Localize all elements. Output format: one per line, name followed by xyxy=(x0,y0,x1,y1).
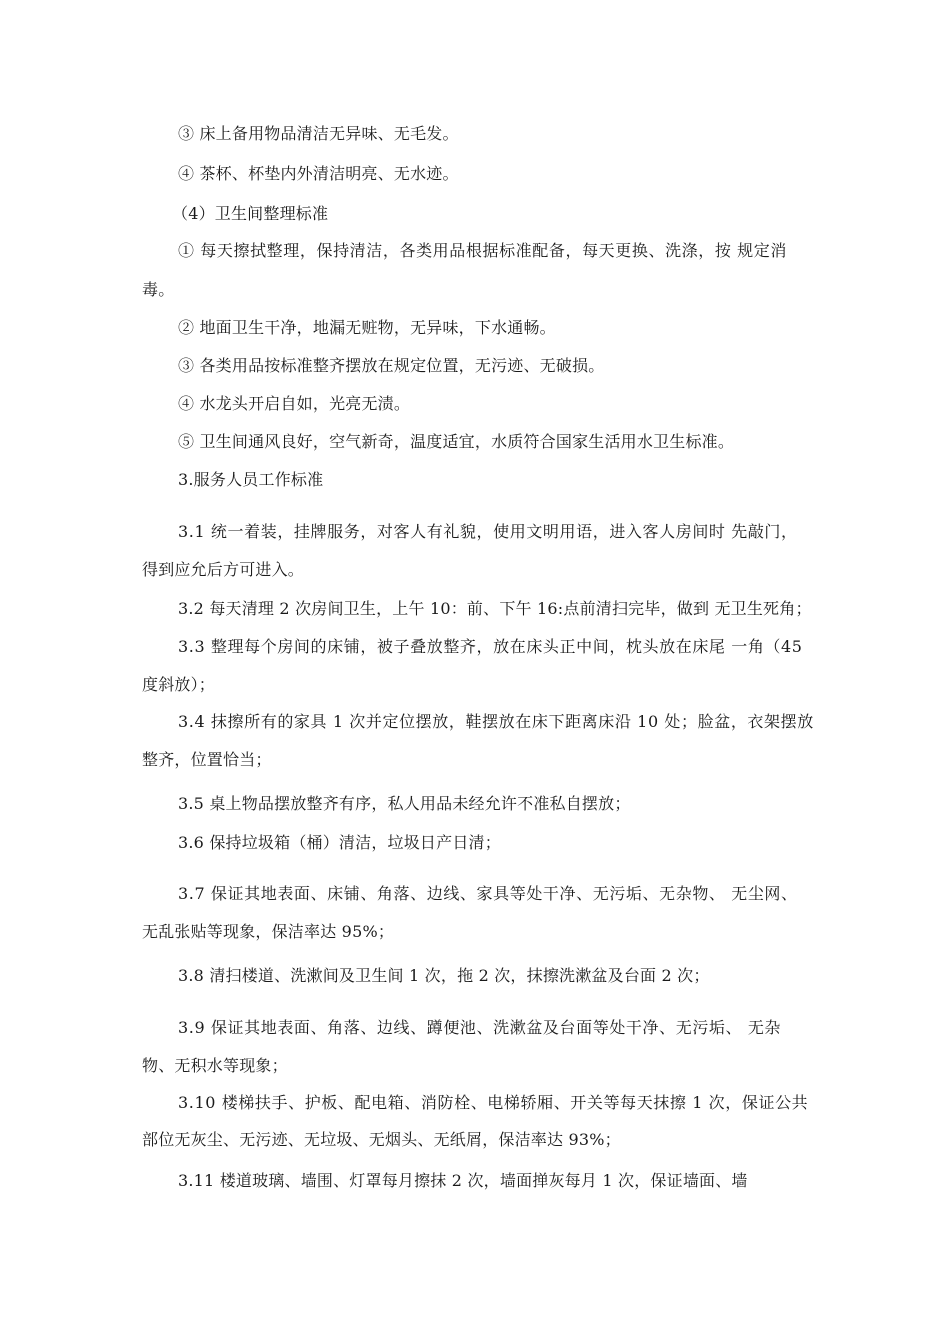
text-line: 物、无积水等现象； xyxy=(142,1056,288,1075)
text-line: 3.8 清扫楼道、洗漱间及卫生间 1 次，拖 2 次，抹擦洗漱盆及台面 2 次； xyxy=(178,966,710,985)
text-line: 无乱张贴等现象，保洁率达 95%； xyxy=(142,922,395,941)
text-line: 整齐，位置恰当； xyxy=(142,750,272,769)
text-line: 得到应允后方可进入。 xyxy=(142,560,305,579)
text-line: 3.1 统一着装，挂牌服务，对客人有礼貌，使用文明用语，进入客人房间时 先敲门， xyxy=(178,522,798,541)
text-line: ⑤ 卫生间通风良好，空气新奇，温度适宜，水质符合国家生活用水卫生标准。 xyxy=(178,432,735,451)
text-line: 毒。 xyxy=(142,280,175,299)
text-line: ④ 茶杯、杯垫内外清洁明亮、无水迹。 xyxy=(178,164,459,183)
text-line: 3.2 每天清理 2 次房间卫生，上午 10：前、下午 16:点前清扫完毕，做到 无卫生死角； xyxy=(178,599,812,618)
text-line: ④ 水龙头开启自如，光亮无渍。 xyxy=(178,394,411,413)
text-line: 3.4 抹擦所有的家具 1 次并定位摆放，鞋摆放在床下距离床沿 10 处；脸盆，衣架摆放 xyxy=(178,712,814,731)
text-line: 3.10 楼梯扶手、护板、配电箱、消防栓、电梯轿厢、开关等每天抹擦 1 次，保证公共 xyxy=(178,1093,809,1112)
text-line: 3.7 保证其地表面、床铺、角落、边线、家具等处干净、无污垢、无杂物、 无尘网、 xyxy=(178,884,798,903)
text-line: ③ 各类用品按标准整齐摆放在规定位置，无污迹、无破损。 xyxy=(178,356,605,375)
section-heading: （4）卫生间整理标准 xyxy=(172,204,329,223)
text-line: 3.3 整理每个房间的床铺，被子叠放整齐，放在床头正中间，枕头放在床尾 一角（45 xyxy=(178,637,803,656)
text-line: ① 每天擦拭整理，保持清洁，各类用品根据标准配备，每天更换、洗涤，按 规定消 xyxy=(178,241,787,260)
text-line: 3.11 楼道玻璃、墙围、灯罩每月擦抹 2 次，墙面掸灰每月 1 次，保证墙面、墙 xyxy=(178,1171,748,1190)
text-line: ② 地面卫生干净，地漏无赃物，无异味，下水通畅。 xyxy=(178,318,556,337)
text-line: 3.6 保持垃圾箱（桶）清洁，垃圾日产日清； xyxy=(178,833,501,852)
text-line: 部位无灰尘、无污迹、无垃圾、无烟头、无纸屑，保洁率达 93%； xyxy=(142,1130,621,1149)
text-line: 度斜放）； xyxy=(142,675,216,694)
text-line: ③ 床上备用物品清洁无异味、无毛发。 xyxy=(178,124,459,143)
section-heading: 3.服务人员工作标准 xyxy=(178,470,324,489)
text-line: 3.5 桌上物品摆放整齐有序，私人用品未经允许不准私自摆放； xyxy=(178,794,631,813)
text-line: 3.9 保证其地表面、角落、边线、蹲便池、洗漱盆及台面等处干净、无污垢、 无杂 xyxy=(178,1018,782,1037)
